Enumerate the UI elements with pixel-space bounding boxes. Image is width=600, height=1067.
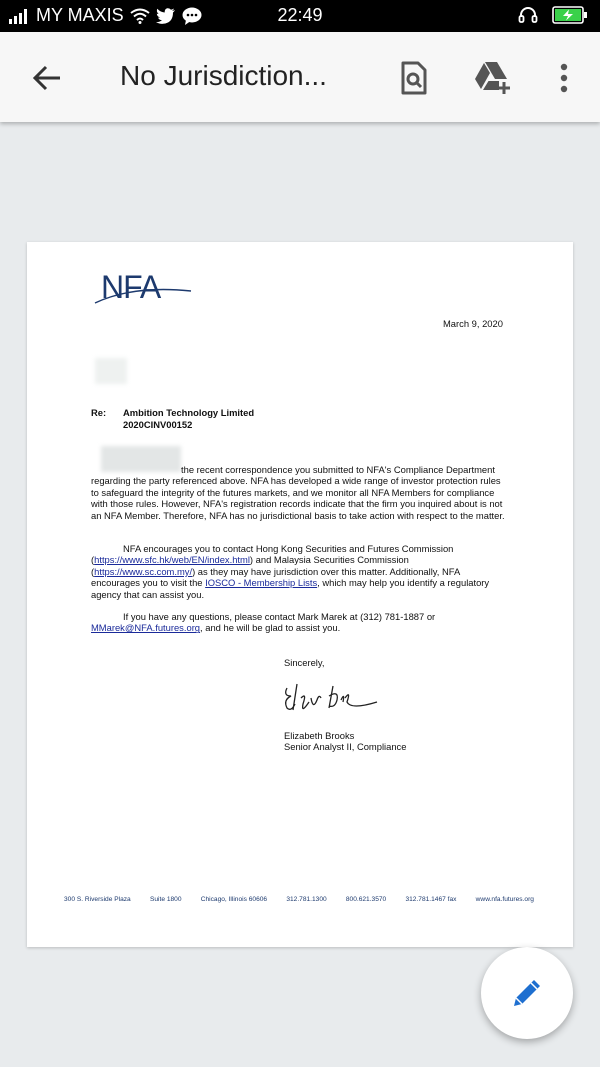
logo-text: NFA [101, 269, 161, 305]
footer-phone-2: 800.621.3570 [345, 896, 387, 903]
para3-text-a: If you have any questions, please contact Mark Marek at (312) 781-1887 or [123, 611, 436, 622]
signer-title: Senior Analyst II, Compliance [284, 741, 407, 752]
letter-paragraph-3 [91, 611, 491, 634]
letter-closing: Sincerely, [284, 657, 325, 668]
letter-paragraph-2 [91, 543, 511, 600]
para2-text-b: ) and Malaysia Securities Commission ( [91, 554, 409, 577]
para2-text-a: NFA encourages you to contact Hong Kong Securities and Futures Commission ( [91, 543, 454, 566]
signature-icon [281, 674, 381, 718]
clock: 22:49 [277, 5, 323, 25]
footer-phone-1: 312.781.1300 [286, 896, 327, 903]
redacted-recipient [95, 358, 127, 384]
nfa-logo [93, 267, 193, 307]
carrier-label: MY MAXIS [36, 5, 124, 25]
find-in-document-button[interactable] [394, 56, 434, 100]
pencil-icon [510, 976, 544, 1010]
footer-suite: Suite 1800 [149, 896, 182, 903]
status-bar [0, 0, 600, 32]
para2-text-c: ) as they may have jurisdiction over this matter. Additionally, NFA encourages you to visit the [91, 565, 460, 589]
signature [281, 674, 381, 718]
re-label: Re: [91, 407, 107, 418]
para3-text-b: , and he will be glad to assist you. [200, 622, 341, 634]
battery-charging-icon [552, 6, 588, 24]
edit-fab-button[interactable] [481, 947, 573, 1039]
sfc-link[interactable]: https://www.sfc.hk/web/EN/index.html [94, 554, 250, 566]
letter-footer [64, 896, 534, 903]
document-title: No Jurisdiction... [120, 60, 327, 91]
back-arrow-icon [32, 64, 62, 92]
add-to-drive-button[interactable] [470, 56, 516, 100]
letter-date: March 9, 2020 [443, 318, 503, 329]
re-case-number: 2020CINV00152 [123, 419, 193, 430]
footer-city: Chicago, Illinois 60606 [200, 896, 268, 903]
app-bar [0, 32, 600, 122]
back-button[interactable] [26, 57, 68, 99]
email-link[interactable]: MMarek@NFA.futures.org [91, 622, 201, 634]
drive-add-icon [473, 60, 513, 96]
headset-icon [518, 5, 538, 25]
more-options-button[interactable] [550, 56, 578, 100]
footer-fax: 312.781.1467 fax [405, 896, 457, 903]
re-company: Ambition Technology Limited [123, 407, 255, 418]
signer-name: Elizabeth Brooks [284, 730, 355, 741]
para2-text-d: , which may help you identify a regulatory agency that can assist you. [91, 577, 490, 600]
document-page [27, 242, 573, 947]
footer-website: www.nfa.futures.org [475, 896, 534, 903]
paragraph-1-text: the recent correspondence you submitted to NFA's Compliance Department regarding the party referenced above. NFA has developed a wide range of investor protection rules to safeguard the integrity of the futures markets, and we monitor all NFA Members for compliance with those rules. However, NFA's registration records indicate that the firm you inquired about is not an NFA Member. Therefore, NFA has no jurisdictional basis to take action with respect to the matter. [91, 464, 505, 521]
more-vert-icon [560, 63, 568, 93]
letter-paragraph-1 [91, 464, 511, 521]
status-right [518, 5, 588, 25]
document-search-icon [400, 61, 428, 95]
iosco-link[interactable]: IOSCO - Membership Lists [205, 577, 318, 589]
sc-link[interactable]: https://www.sc.com.my/ [94, 565, 193, 577]
footer-address: 300 S. Riverside Plaza [64, 896, 131, 903]
